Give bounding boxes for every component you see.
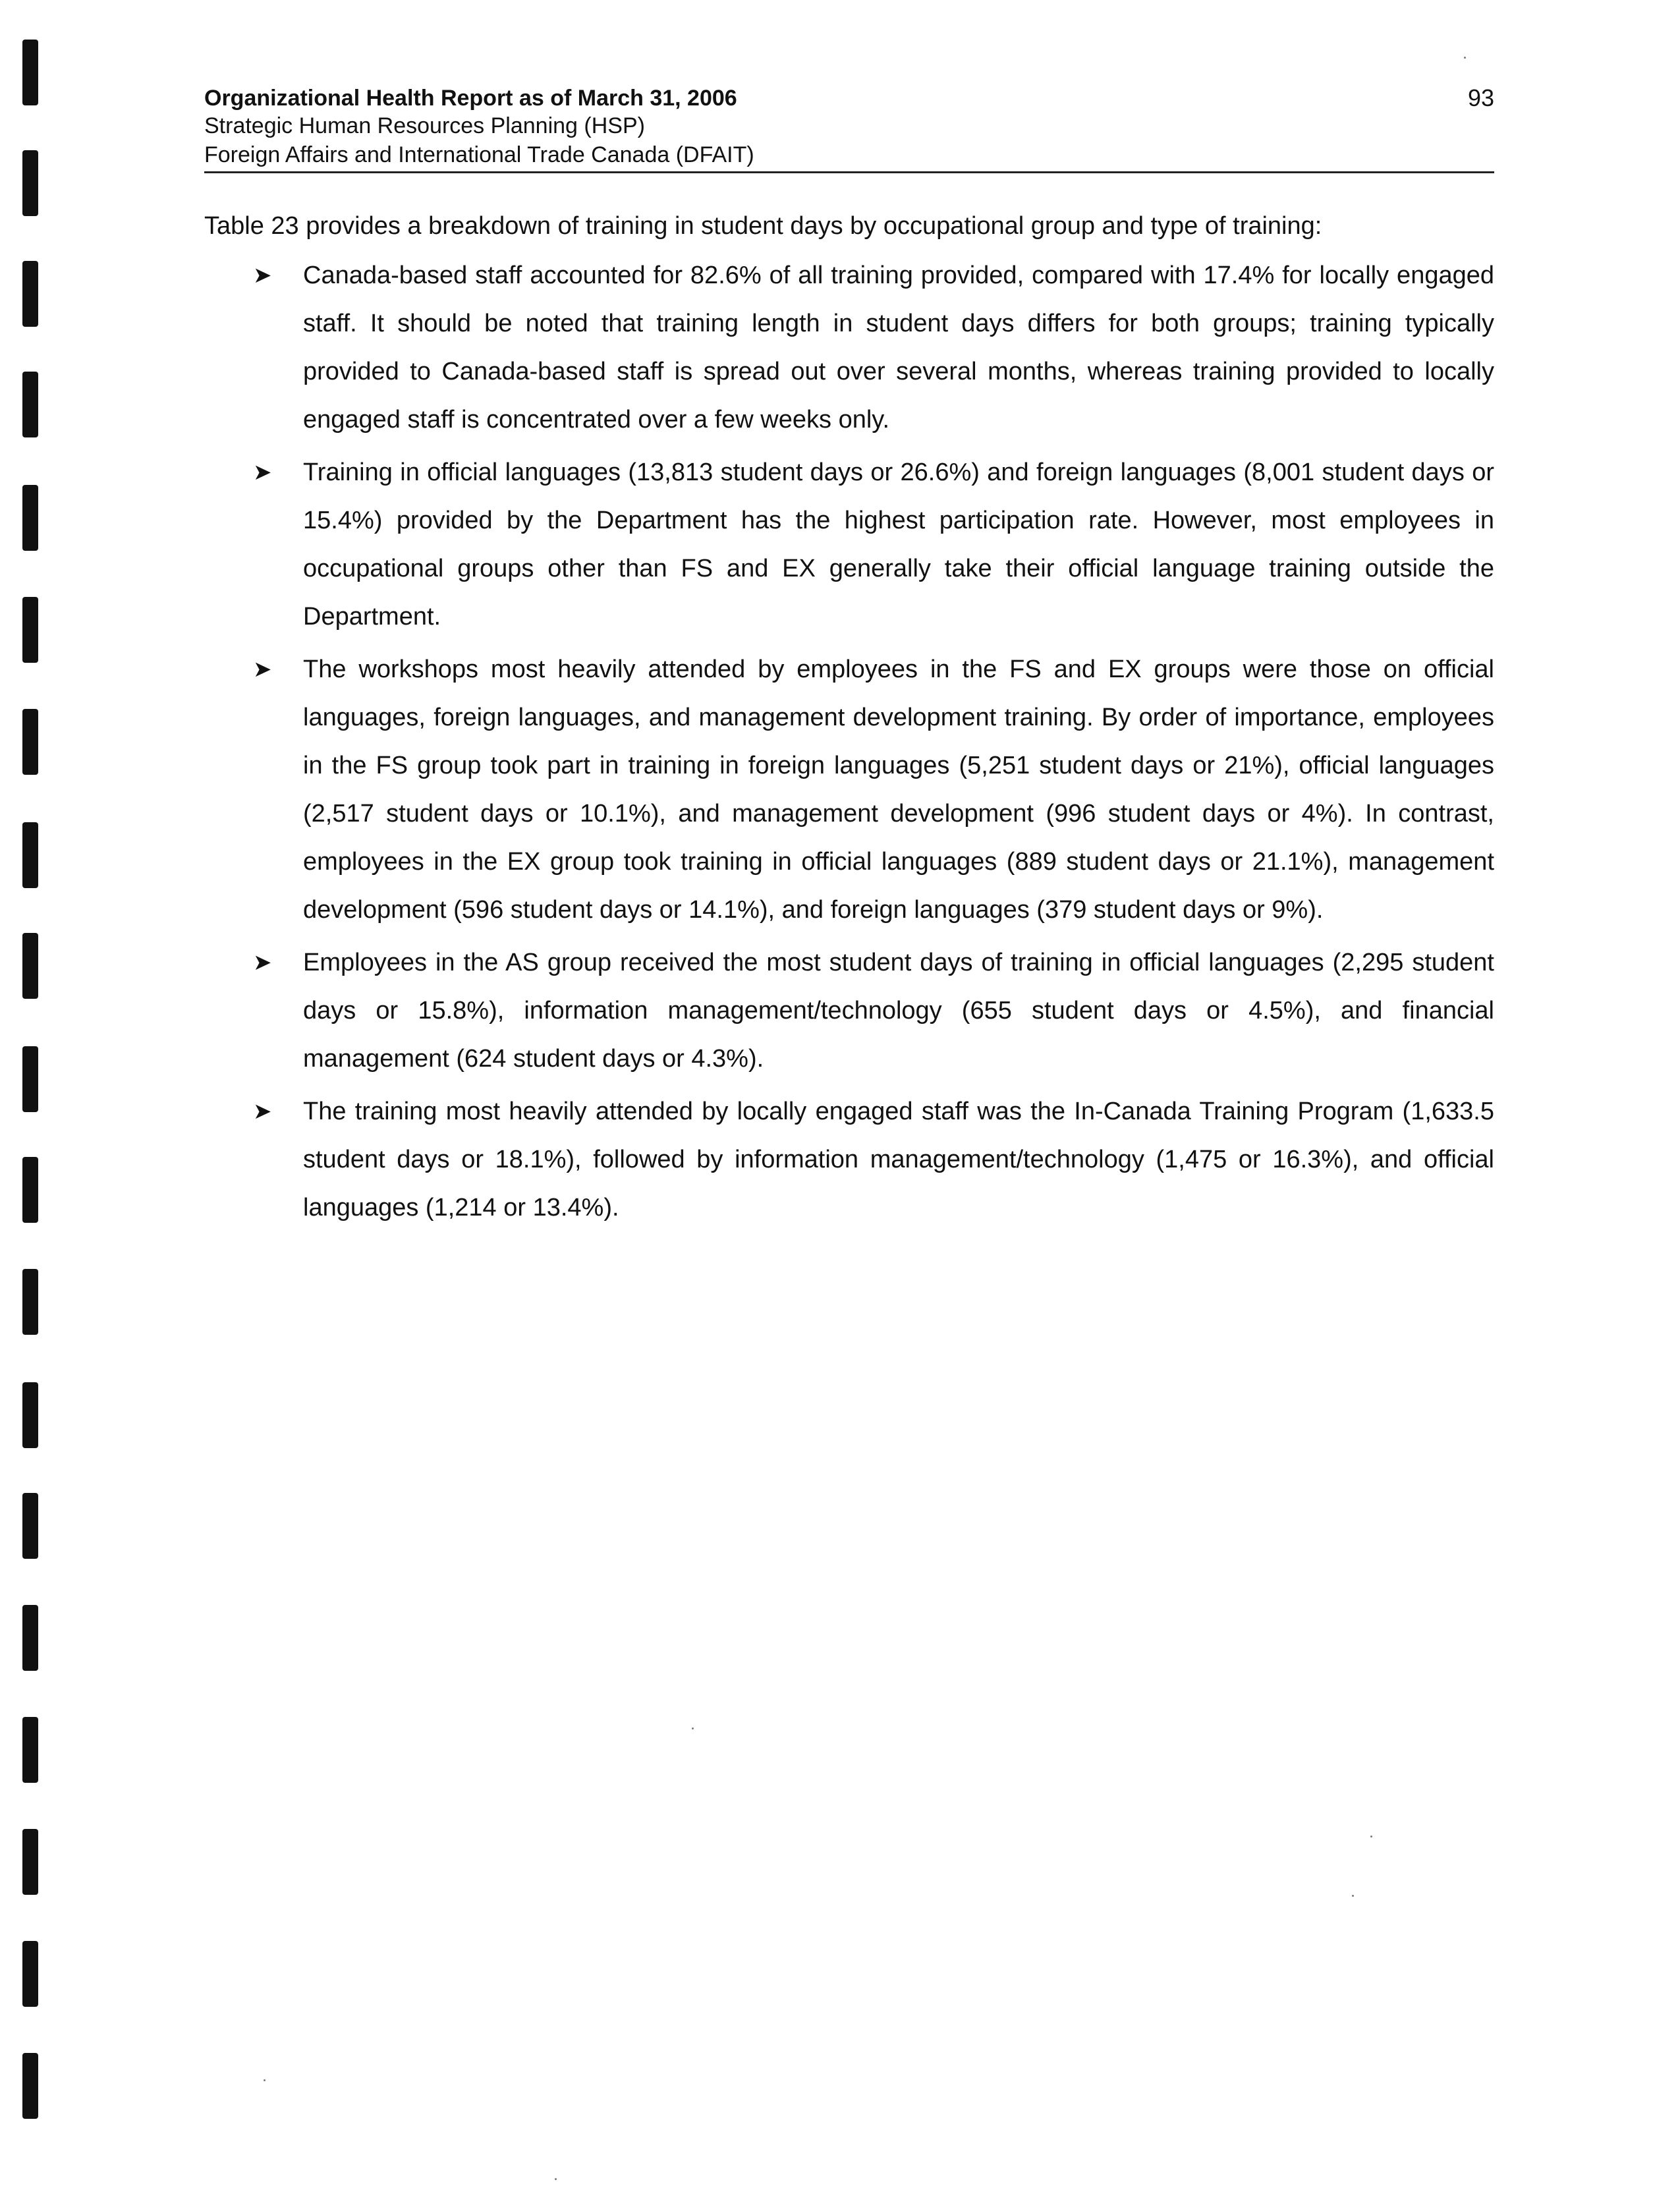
arrowhead-bullet-icon: ➤ (253, 950, 272, 975)
report-title: Organizational Health Report as of March 31, 2006 (204, 86, 737, 111)
bullet-text: Training in official languages (13,813 student days or 26.6%) and foreign languages (8,001 student days or 15.4%) provided by the Department has the highest participation rate. However, most employees in occupational groups other than FS and EX generally take their official language training outside the Department. (303, 459, 1494, 631)
scan-speck (1370, 1836, 1372, 1837)
binding-hole (22, 1046, 38, 1112)
arrowhead-bullet-icon: ➤ (253, 1099, 272, 1124)
binding-hole (22, 1829, 38, 1895)
binding-hole (22, 485, 38, 551)
binding-holes (22, 0, 49, 2188)
binding-hole (22, 1157, 38, 1223)
header-department: Foreign Affairs and International Trade Canada (DFAIT) (204, 142, 754, 167)
list-item (204, 939, 1494, 1083)
binding-hole (22, 709, 38, 775)
binding-hole (22, 372, 38, 437)
arrowhead-bullet-icon: ➤ (253, 263, 272, 288)
arrowhead-bullet-icon: ➤ (253, 460, 272, 485)
binding-hole (22, 1269, 38, 1335)
binding-hole (22, 150, 38, 216)
binding-hole (22, 1717, 38, 1783)
arrowhead-bullet-icon: ➤ (253, 657, 272, 682)
binding-hole (22, 1605, 38, 1671)
page-body (204, 210, 1494, 1237)
bullet-text: The workshops most heavily attended by employees in the FS and EX groups were those on official languages, foreign languages, and management development training. By order of importance, employees in the FS group took part in training in foreign languages (5,251 student days or 21%), official languages (2,517 student days or 10.1%), and management development (996 student days or 4%). In contrast, employees in the EX group took training in official languages (889 student days or 21.1%), management development (596 student days or 14.1%), and foreign languages (379 student days or 9%). (303, 656, 1494, 924)
list-item (204, 252, 1494, 444)
page-header (204, 84, 1494, 173)
bullet-text: Employees in the AS group received the most student days of training in official languages (2,295 student days or 15.8%), information management/technology (655 student days or 4.5%), and financial management (624 student days or 4.3%). (303, 949, 1494, 1073)
binding-hole (22, 1941, 38, 2007)
header-subtitle: Strategic Human Resources Planning (HSP) (204, 113, 645, 138)
binding-hole (22, 933, 38, 999)
binding-hole (22, 2053, 38, 2119)
binding-hole (22, 597, 38, 663)
list-item (204, 646, 1494, 934)
scan-speck (555, 2178, 557, 2180)
scan-speck (264, 2079, 266, 2081)
scan-speck (692, 1727, 694, 1729)
bullet-text: Canada-based staff accounted for 82.6% of all training provided, compared with 17.4% for locally engaged staff. It should be noted that training length in student days differs for both groups; training typically provided to Canada-based staff is spread out over several months, whereas training provided to locally engaged staff is concentrated over a few weeks only. (303, 262, 1494, 434)
list-item (204, 1088, 1494, 1232)
binding-hole (22, 261, 38, 327)
binding-hole (22, 822, 38, 888)
bullet-list (204, 252, 1494, 1232)
bullet-text: The training most heavily attended by locally engaged staff was the In-Canada Training Program (1,633.5 student days or 18.1%), followed by information management/technology (1,475 or 16.3%), and official languages (1,214 or 13.4%). (303, 1098, 1494, 1221)
scan-speck (1464, 57, 1466, 59)
binding-hole (22, 1493, 38, 1559)
intro-paragraph: Table 23 provides a breakdown of training in student days by occupational group and type of training: (204, 212, 1322, 240)
scan-speck (1352, 1895, 1354, 1897)
list-item (204, 449, 1494, 641)
binding-hole (22, 1382, 38, 1448)
page-number: 93 (1467, 84, 1494, 111)
binding-hole (22, 40, 38, 105)
